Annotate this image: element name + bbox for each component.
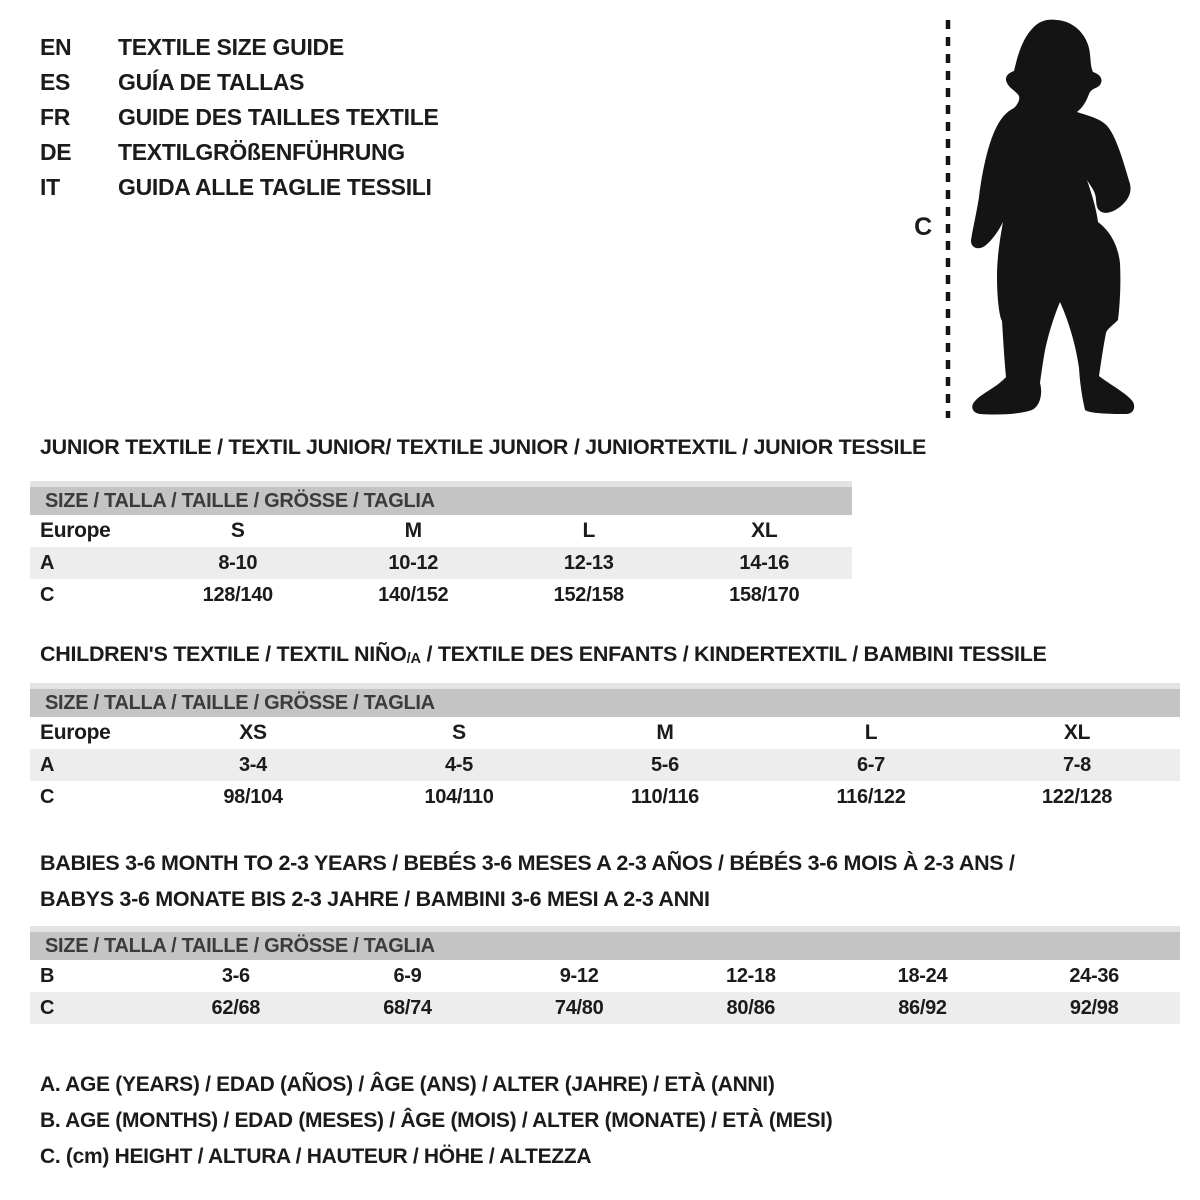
junior-table-size-header: SIZE / TALLA / TAILLE / GRÖSSE / TAGLIA	[30, 481, 852, 515]
lang-code: FR	[40, 104, 71, 130]
age-cell: 6-7	[856, 754, 885, 776]
babies-title-line2: BABYS 3-6 MONATE BIS 2-3 JAHRE / BAMBINI 3-6 MESI A 2-3 ANNI	[40, 887, 710, 911]
height-cell: 74/80	[554, 997, 604, 1019]
row-label: Europe	[40, 519, 111, 542]
age-cell: 8-10	[218, 552, 258, 574]
height-cell: 68/74	[383, 997, 432, 1019]
age-cell: 24-36	[1069, 965, 1119, 987]
lang-label: GUÍA DE TALLAS	[118, 69, 305, 95]
age-cell: 12-13	[563, 552, 614, 574]
age-cell: 3-4	[238, 754, 267, 776]
size-cell: L	[582, 519, 596, 542]
age-cell: 5-6	[650, 754, 679, 776]
height-cell: 62/68	[211, 997, 261, 1019]
legend-line-b: B. AGE (MONTHS) / EDAD (MESES) / ÂGE (MOIS) / ALTER (MONATE) / ETÀ (MESI)	[40, 1109, 833, 1132]
babies-section-title	[40, 845, 1015, 917]
table-row	[30, 749, 1180, 781]
age-cell: 6-9	[393, 965, 422, 987]
height-cell: 152/158	[553, 584, 624, 606]
size-cell: M	[404, 519, 422, 542]
lang-code: DE	[40, 139, 72, 165]
age-cell: 18-24	[897, 965, 948, 987]
lang-row-en	[40, 30, 439, 65]
size-cell: XS	[239, 721, 267, 744]
height-cell: 92/98	[1069, 997, 1119, 1019]
row-label: A	[40, 552, 55, 574]
size-cell: S	[230, 519, 245, 542]
lang-label: GUIDE DES TAILLES TEXTILE	[118, 104, 439, 130]
height-measure-label: C	[914, 213, 932, 241]
height-cell: 80/86	[726, 997, 776, 1019]
junior-title-text: JUNIOR TEXTILE / TEXTIL JUNIOR/ TEXTILE JUNIOR / JUNIORTEXTIL / JUNIOR TESSILE	[40, 435, 927, 459]
toddler-silhouette-icon	[966, 16, 1142, 420]
lang-row-fr	[40, 100, 439, 135]
age-cell: 4-5	[444, 754, 473, 776]
lang-row-de	[40, 135, 439, 170]
height-cell: 158/170	[729, 584, 800, 606]
size-cell: S	[452, 721, 466, 744]
language-list	[40, 30, 439, 205]
height-measure-dashed-line	[944, 20, 952, 418]
lang-row-es	[40, 65, 439, 100]
row-label: A	[40, 754, 55, 776]
age-cell: 14-16	[739, 552, 790, 574]
height-cell: 116/122	[836, 786, 906, 808]
age-cell: 12-18	[726, 965, 776, 987]
table-row	[30, 992, 1180, 1024]
size-cell: XL	[751, 519, 778, 542]
lang-label: GUIDA ALLE TAGLIE TESSILI	[118, 174, 432, 200]
junior-section-title	[40, 430, 926, 464]
height-cell: 110/116	[631, 786, 699, 808]
size-cell: M	[656, 721, 674, 744]
legend-line-c: C. (cm) HEIGHT / ALTURA / HAUTEUR / HÖHE / ALTEZZA	[40, 1145, 592, 1168]
size-cell: L	[864, 721, 878, 744]
babies-title-line1: BABIES 3-6 MONTH TO 2-3 YEARS / BEBÉS 3-6 MESES A 2-3 AÑOS / BÉBÉS 3-6 MOIS À 2-3 ANS /	[40, 851, 1015, 875]
children-section-title	[40, 637, 1047, 676]
row-label: C	[40, 584, 55, 606]
lang-label: TEXTILGRÖßENFÜHRUNG	[118, 139, 405, 165]
row-label: C	[40, 997, 55, 1019]
children-title-subscript: /A	[406, 651, 421, 668]
height-cell: 140/152	[378, 584, 449, 606]
junior-size-table	[30, 481, 852, 611]
table-row	[30, 547, 852, 579]
height-cell: 122/128	[1041, 786, 1113, 808]
height-cell: 128/140	[202, 584, 273, 606]
children-table-size-header: SIZE / TALLA / TAILLE / GRÖSSE / TAGLIA	[30, 683, 1180, 717]
size-cell: XL	[1063, 721, 1091, 744]
row-label: C	[40, 786, 55, 808]
children-title-tail: / TEXTILE DES ENFANTS / KINDERTEXTIL / BAMBINI TESSILE	[420, 642, 1047, 666]
lang-code: EN	[40, 34, 72, 60]
age-cell: 3-6	[221, 965, 250, 987]
row-label: B	[40, 965, 55, 987]
age-cell: 7-8	[1062, 754, 1091, 776]
children-size-table	[30, 683, 1180, 813]
age-cell: 10-12	[388, 552, 439, 574]
legend-line-a: A. AGE (YEARS) / EDAD (AÑOS) / ÂGE (ANS) / ALTER (JAHRE) / ETÀ (ANNI)	[40, 1073, 775, 1096]
lang-code: ES	[40, 69, 71, 95]
table-row	[30, 515, 852, 547]
height-cell: 104/110	[424, 786, 494, 808]
height-cell: 86/92	[898, 997, 947, 1019]
babies-table-size-header: SIZE / TALLA / TAILLE / GRÖSSE / TAGLIA	[30, 926, 1180, 960]
children-title-main: CHILDREN'S TEXTILE / TEXTIL NIÑO	[40, 642, 407, 666]
babies-size-table	[30, 926, 1180, 1024]
height-cell: 98/104	[223, 786, 283, 808]
lang-label: TEXTILE SIZE GUIDE	[118, 34, 344, 60]
lang-row-it	[40, 170, 439, 205]
row-label: Europe	[40, 721, 111, 744]
age-cell: 9-12	[559, 965, 599, 987]
table-row	[30, 717, 1180, 749]
table-row	[30, 960, 1180, 992]
table-row	[30, 781, 1180, 813]
lang-code: IT	[40, 174, 60, 200]
table-row	[30, 579, 852, 611]
legend	[40, 1067, 832, 1175]
